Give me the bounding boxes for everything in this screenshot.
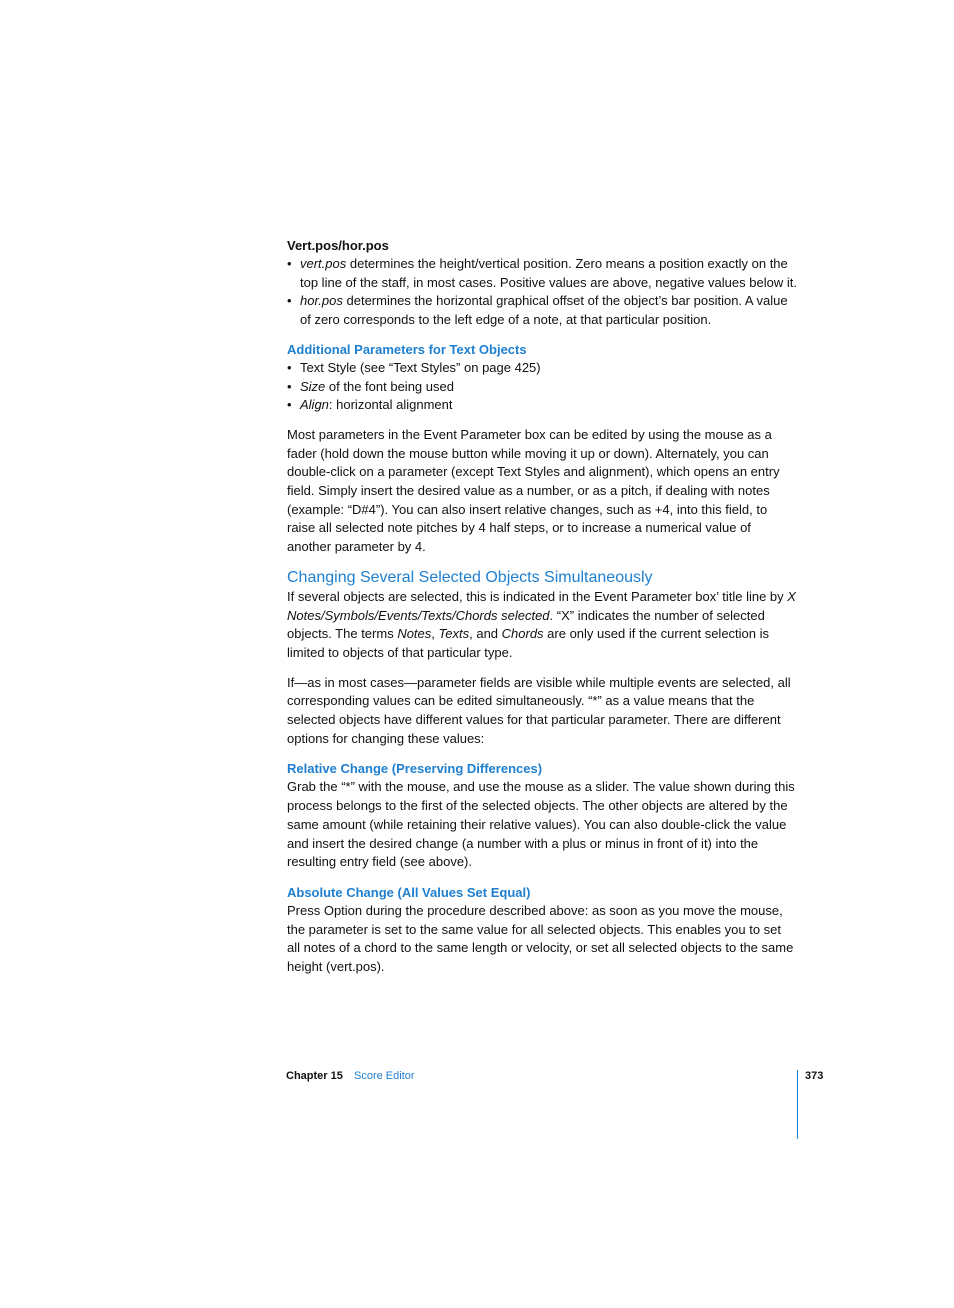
item-text: determines the horizontal graphical offset of the object’s bar position. A value of zero corresponds to the left edge of a note, at that particular position. (300, 293, 788, 328)
selection-paragraph: If several objects are selected, this is indicated in the Event Parameter box’ title line by X Notes/Symbols/Events/Texts/Chords selected. “X” indicates the number of selected objects. The terms Notes, Texts, and Chords are only used if the current selection is limited to objects of that particular type. (287, 588, 796, 660)
relative-change-paragraph: Grab the “*” with the mouse, and use the mouse as a slider. The value shown during this process belongs to the first of the selected objects. The other objects are altered by the same amount (while retaining their relative values). You can also double-click the value and insert the desired change (a number with a plus or minus in front of it) into the resulting entry field (see above). (287, 779, 795, 870)
vertpos-bullet-list (287, 255, 797, 330)
term: Align (300, 397, 329, 413)
list-item (287, 255, 797, 292)
item-text: of the font being used (325, 378, 454, 394)
bullet-marker: • (287, 293, 292, 309)
vertpos-horpos-heading: Vert.pos/hor.pos (287, 238, 389, 253)
bullet-marker: • (287, 397, 292, 413)
list-item (287, 359, 797, 378)
item-text: Text Style (see “Text Styles” on page 425) (300, 359, 541, 375)
bullet-marker: • (287, 256, 292, 271)
page-footer (286, 1070, 826, 1086)
absolute-change-paragraph: Press Option during the procedure described above: as soon as you move the mouse, the parameter is set to the same value for all selected objects. This enables you to set all notes of a chord to the same length or velocity, or set all selected objects to the same height (vert.pos). (287, 902, 794, 975)
term: vert.pos (300, 256, 347, 271)
text-objects-bullet-list (287, 359, 797, 415)
absolute-change-heading: Absolute Change (All Values Set Equal) (287, 884, 531, 900)
item-text: : horizontal alignment (328, 397, 453, 413)
multiple-events-paragraph: If—as in most cases—parameter fields are visible while multiple events are selected, all corresponding values can be edited simultaneously. “*” as a value means that the selected objects have different values for that particular parameter. There are different options for changing these values: (287, 674, 791, 746)
bullet-marker: • (287, 378, 292, 394)
page-content (287, 236, 797, 977)
list-item (287, 378, 797, 397)
item-text: determines the height/vertical position. Zero means a position exactly on the top line of the staff, in most cases. Positive values are above, negative values below it. (300, 256, 797, 290)
text-objects-heading: Additional Parameters for Text Objects (287, 341, 527, 357)
list-item (287, 292, 797, 329)
chapter-title: Score Editor (354, 1070, 415, 1082)
section-title: Changing Several Selected Objects Simultaneously (287, 568, 653, 586)
list-item (287, 396, 797, 415)
term: Size (300, 378, 326, 394)
term: hor.pos (300, 293, 343, 309)
bullet-marker: • (287, 359, 292, 375)
event-parameter-paragraph: Most parameters in the Event Parameter box can be edited by using the mouse as a fader (hold down the mouse button while moving it up or down). Alternately, you can double-click on a parameter (except Text Styles and alignment), which opens an entry field. Simply insert the desired value as a number, or as a pitch, if dealing with notes (example: “D#4”). You can also insert relative changes, such as +4, into this field, to raise all selected note pitches by 4 half steps, or to increase a numerical value of another parameter by 4. (287, 426, 780, 555)
chapter-label: Chapter 15 (286, 1070, 343, 1082)
footer-divider (797, 1070, 798, 1139)
relative-change-heading: Relative Change (Preserving Differences) (287, 761, 543, 777)
page-number: 373 (805, 1070, 824, 1082)
